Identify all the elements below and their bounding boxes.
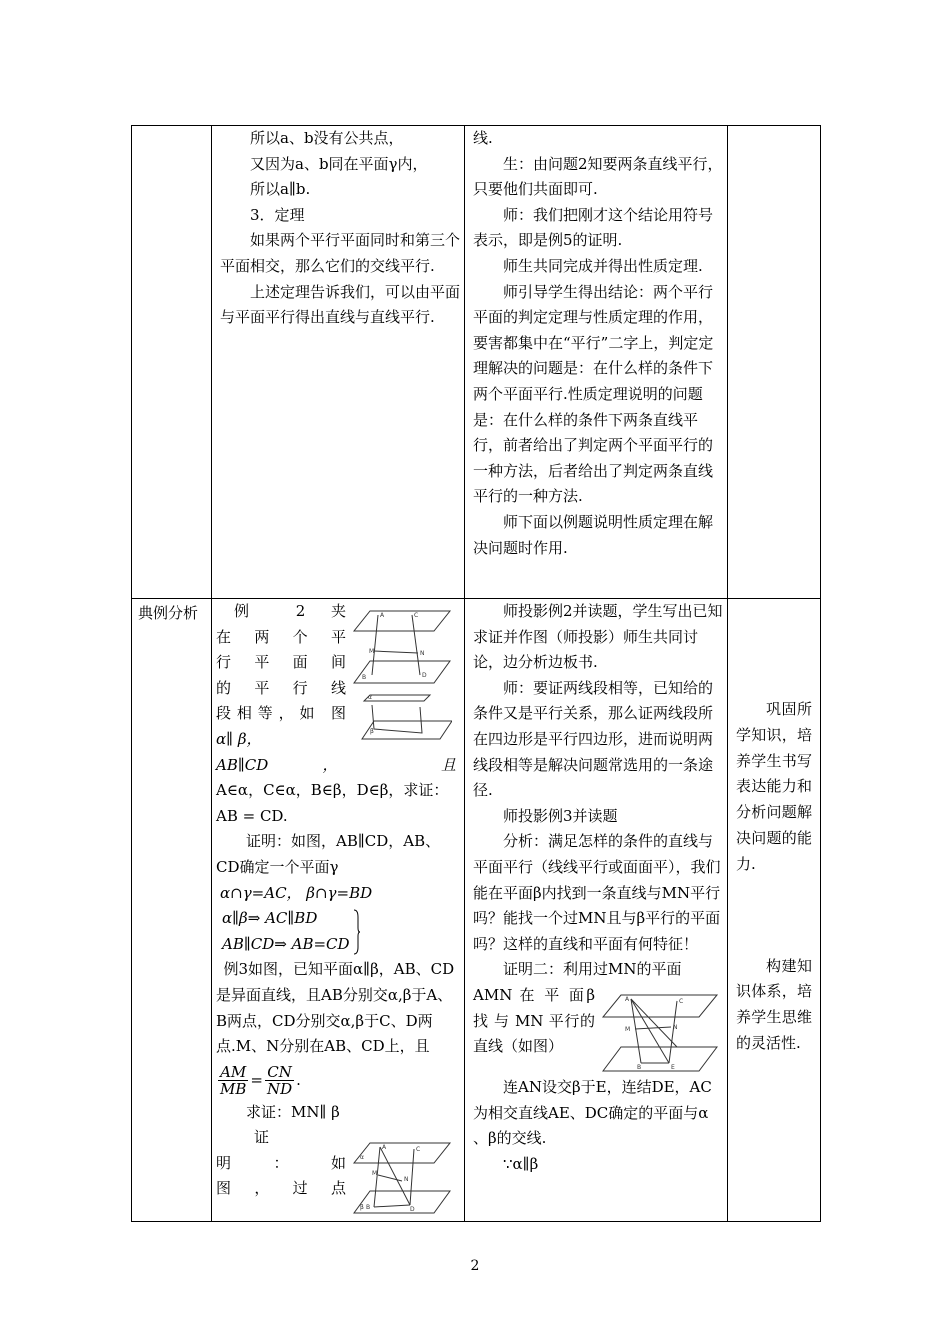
svg-text:D: D bbox=[410, 1206, 415, 1214]
text-paragraph: 证明二：利用过MN的平面 bbox=[503, 960, 682, 979]
svg-text:C: C bbox=[679, 997, 684, 1005]
svg-text:B: B bbox=[362, 674, 367, 681]
fraction-cn-nd: $\frac{CN}{ND}$ bbox=[266, 1063, 293, 1099]
example-2-condition: α∥ β， bbox=[216, 729, 262, 748]
text-paragraph: 师下面以例题说明性质定理在解决问题时作用. bbox=[473, 512, 714, 557]
row1-content-cell bbox=[212, 126, 465, 599]
svg-text:C: C bbox=[416, 1146, 421, 1154]
svg-text:B: B bbox=[637, 1063, 642, 1071]
text-paragraph: 师引导学生得出结论：两个平行平面的判定定理与性质定理的作用，要害都集中在“平行”二字上，判定定理解决的问题是：在什么样的条件下两个平面平行.性质定理说明的问题是：在什么样的条件下两条直线平行，前者给出了判定两个平面平行的一种方法，后者给出了判定两条直线平行的一种方法. bbox=[473, 282, 714, 506]
svg-text:M: M bbox=[369, 648, 375, 655]
example-2-condition: AB∥CD ， 且 bbox=[216, 755, 456, 774]
proof-two-figure bbox=[601, 987, 719, 1075]
svg-text:C: C bbox=[414, 612, 419, 619]
text-line: 又因为a、b同在平面γ内， bbox=[250, 154, 428, 173]
proof-line: AB∥CD⇒ AB=CD bbox=[222, 934, 350, 953]
text-paragraph: 师投影例3并读题 bbox=[503, 806, 618, 825]
text-paragraph: 分析：满足怎样的条件的直线与平面平行（线线平行或面面平），我们能在平面β内找到一条直线与MN平行吗？能找一个过MN且与β平行的平面吗？这样的直线和平面有何特征！ bbox=[473, 832, 721, 953]
svg-text:N: N bbox=[404, 1176, 409, 1184]
text-paragraph: 师：我们把刚才这个结论用符号表示，即是例5的证明. bbox=[473, 205, 714, 250]
proof-line: α∩γ=AC， β∩γ=BD bbox=[220, 883, 373, 902]
example-2-text: 在 两 个 平 bbox=[216, 627, 346, 646]
example-3-proof: 证 bbox=[254, 1128, 270, 1147]
text-line: 线. bbox=[473, 129, 493, 147]
text-paragraph: AMN 在 平 面β找 与 MN 平行的直线（如图） bbox=[473, 985, 595, 1056]
text-paragraph: 上述定理告诉我们，可以由平面与平面平行得出直线与直线平行. bbox=[220, 282, 461, 327]
example-2-text: 例 2 夹 bbox=[234, 602, 346, 620]
note-goal-2: 构建知识体系，培养学生思维的灵活性. bbox=[736, 956, 812, 1052]
row2-content-cell bbox=[212, 599, 465, 1222]
section-heading: 3．定理 bbox=[250, 205, 305, 224]
row1-label-cell bbox=[132, 126, 212, 599]
text-paragraph: 连AN设交β于E，连结DE，AC为相交直线AE、DC确定的平面与α 、β的交线. bbox=[473, 1077, 712, 1148]
svg-text:D: D bbox=[422, 672, 427, 679]
brace-icon bbox=[353, 909, 360, 955]
table-row bbox=[132, 599, 821, 1222]
svg-text:M: M bbox=[625, 1025, 631, 1033]
row2-notes-cell bbox=[728, 599, 821, 1222]
svg-text:N: N bbox=[420, 650, 425, 657]
note-goal-1: 巩固所学知识，培养学生书写表达能力和分析问题解决问题的能力. bbox=[736, 700, 812, 873]
table-row bbox=[132, 126, 821, 599]
svg-text:E: E bbox=[671, 1063, 675, 1071]
svg-text:B: B bbox=[366, 1204, 371, 1212]
example-3-proof: 明 ： 如 bbox=[216, 1153, 346, 1172]
proof-brace-group bbox=[216, 906, 360, 957]
svg-text:A: A bbox=[625, 995, 630, 1003]
example-3-text: 例3如图，已知平面α∥β，AB、CD是异面直线，且AB分别交α,β于A、B两点，CD分别交α,β于C、D两点.M、N分别在AB、CD上，且 bbox=[216, 960, 455, 1056]
row1-notes-cell bbox=[728, 126, 821, 599]
text-line: 所以a、b没有公共点， bbox=[250, 129, 404, 147]
svg-text:β: β bbox=[360, 1204, 364, 1212]
row2-label-cell bbox=[132, 599, 212, 1222]
svg-text:A: A bbox=[380, 612, 385, 619]
theorem-text: 如果两个平行平面同时和第三个平面相交，那么它们的交线平行. bbox=[220, 231, 461, 275]
text-paragraph: 师投影例2并读题，学生写出已知求证并作图（师投影）师生共同讨论，边分析边板书. bbox=[473, 602, 723, 672]
example-3-figure bbox=[352, 1135, 452, 1215]
example-2-text: 段相等，如 图 bbox=[216, 704, 346, 723]
text-paragraph: 师生共同完成并得出性质定理. bbox=[503, 256, 703, 275]
example-3-ratio: $\frac{AM}{MB}$ = $\frac{CN}{ND}$ . bbox=[220, 1063, 301, 1099]
example-3-proof: 图 ， 过 点 bbox=[216, 1179, 346, 1198]
page-number: 2 bbox=[470, 1258, 480, 1274]
row1-activity-cell bbox=[465, 126, 728, 599]
svg-text:M: M bbox=[372, 1170, 378, 1178]
proof-line: α∥β⇒ AC∥BD bbox=[222, 909, 318, 928]
example-3-goal: 求证：MN∥ β bbox=[246, 1102, 340, 1121]
example-2-text: 的 平 行 线 bbox=[216, 678, 346, 697]
svg-text:N: N bbox=[673, 1023, 678, 1031]
svg-text:β: β bbox=[370, 728, 374, 735]
text-paragraph: ∵α∥β bbox=[503, 1154, 539, 1173]
row2-activity-cell bbox=[465, 599, 728, 1222]
example-2-condition: A∈α，C∈α，B∈β，D∈β，求证：AB = CD. bbox=[216, 781, 449, 825]
svg-text:α: α bbox=[360, 1154, 364, 1162]
section-label: 典例分析 bbox=[138, 604, 199, 622]
lesson-table bbox=[131, 125, 821, 1222]
svg-text:α: α bbox=[368, 694, 372, 701]
example-2-text: 行 平 面 间 bbox=[216, 653, 346, 672]
text-line: 所以a∥b. bbox=[250, 180, 311, 199]
example-2-figure bbox=[352, 603, 452, 741]
fraction-am-mb: $\frac{AM}{MB}$ bbox=[220, 1063, 247, 1099]
text-paragraph: 生：由问题2知要两条直线平行，只要他们共面即可. bbox=[473, 154, 723, 199]
proof-intro: 证明：如图，AB∥CD，AB、CD确定一个平面γ bbox=[216, 832, 441, 876]
svg-text:A: A bbox=[382, 1144, 387, 1152]
text-paragraph: 师：要证两线段相等，已知给的条件又是平行关系，那么证两线段所在四边形是平行四边形，进而说明两线段相等是解决问题常选用的一条途径. bbox=[473, 678, 714, 800]
